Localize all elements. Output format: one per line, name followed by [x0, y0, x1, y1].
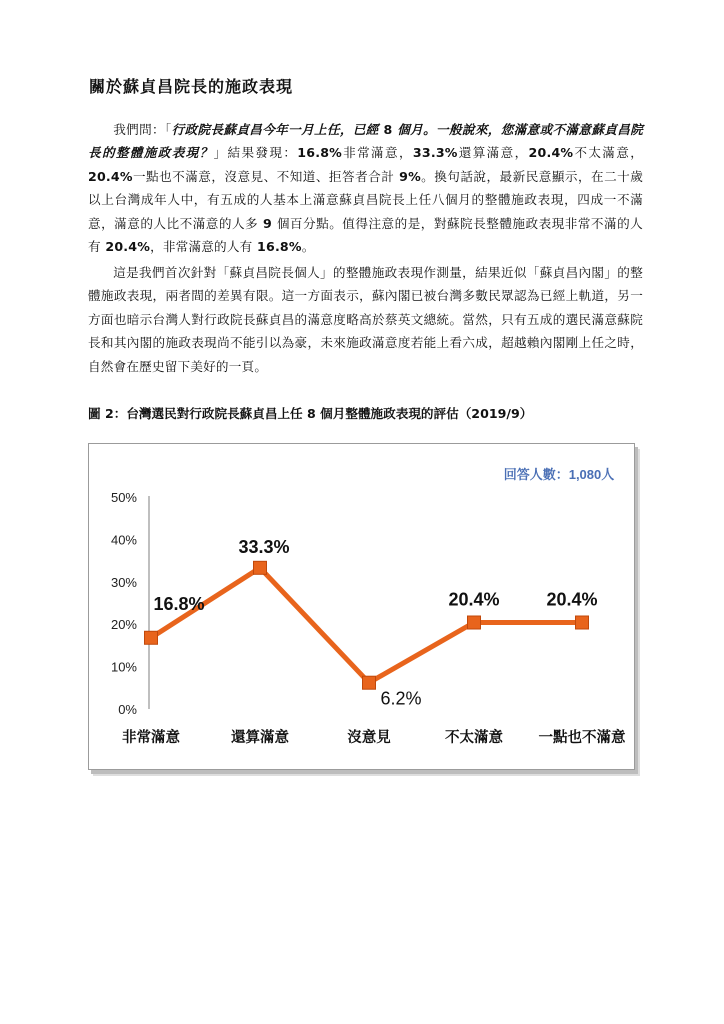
y-tick-label: 30%: [110, 574, 137, 590]
data-label: 33.3%: [238, 536, 290, 557]
para1-text: ，非常滿意的人有: [150, 239, 253, 255]
chart-frame: [88, 443, 635, 770]
y-tick-label: 20%: [110, 617, 137, 633]
data-label: 20.4%: [448, 589, 500, 610]
para1-text: 一點也不滿意，沒意見、不知道、拒答者合計: [132, 168, 395, 184]
paragraph-analysis: 這是我們首次針對「蘇貞昌院長個人」的整體施政表現作測量，結果近似「蘇貞昌內閣」的整體施政表現，兩者間的差異有限。這一方面表示，蘇內閣已被台灣多數民眾認為已經上軌道，另一方面也暗示台灣人對行政院長蘇貞昌的滿意度略高於蔡英文總統。當然，只有五成的選民滿意蘇院長和其內閣的施政表現尚不能引以為豪，未來施政滿意度若能上看六成，超越賴內閣剛上任之時，自然會在歷史留下美好的一頁。: [88, 265, 643, 374]
data-label: 16.8%: [153, 593, 205, 614]
y-tick-label: 40%: [110, 532, 137, 548]
respondent-count-annotation: 回答人數：1,080人: [503, 467, 615, 482]
para1-text: 我們問：「: [113, 122, 172, 137]
y-tick-label: 0%: [118, 702, 137, 717]
para1-text: 」結果發現：: [213, 145, 298, 161]
stat-somewhat-satisfied: 33.3%: [412, 145, 458, 161]
months-number: 8: [378, 122, 398, 137]
stat-gap-points: 9: [258, 215, 277, 231]
stat-very-satisfied-repeat: 16.8%: [252, 239, 302, 255]
stat-not-very-satisfied: 20.4%: [528, 145, 574, 161]
para1-text: 不太滿意，: [573, 145, 644, 161]
para1-text: 個百分點。值得注意的是，對蘇院長整體施政表現非常不滿的人有: [88, 215, 643, 255]
data-point: [576, 616, 589, 629]
stat-very-satisfied: 16.8%: [297, 145, 342, 161]
data-point: [254, 561, 267, 574]
question-text: 行政院長蘇貞昌今年一月上任，已經: [171, 122, 379, 137]
x-category-label: 一點也不滿意: [538, 730, 626, 746]
para1-text: 非常滿意，: [342, 145, 413, 161]
para1-text: 還算滿意，: [457, 145, 529, 161]
x-category-label: 非常滿意: [122, 730, 180, 746]
stat-not-at-all-satisfied: 20.4%: [88, 168, 133, 184]
stat-no-opinion: 9%: [394, 168, 421, 184]
line-chart: [89, 444, 634, 769]
data-point: [145, 631, 158, 644]
series-line: [151, 568, 582, 683]
x-category-label: 還算滿意: [231, 730, 289, 746]
y-tick-label: 50%: [110, 490, 137, 505]
x-category-label: 不太滿意: [445, 730, 503, 746]
stat-very-dissatisfied: 20.4%: [100, 239, 151, 255]
data-point: [363, 676, 376, 689]
para1-text: 。換句話說，最新民意顯示，在二十歲以上台灣成年人中，有五成的人基本上滿意蘇貞昌院長上任八個月的整體施政表現，四成一不滿意，滿意的人比不滿意的人多: [88, 168, 643, 231]
page-title: 關於蘇貞昌院長的施政表現: [89, 77, 294, 96]
question-text-cont: 個月。一般說來，您滿意或不滿意蘇貞昌院長的整體施政表現？: [88, 122, 643, 161]
data-label: 20.4%: [546, 589, 598, 610]
y-tick-label: 10%: [110, 659, 137, 675]
data-label: 6.2%: [380, 688, 422, 709]
x-category-label: 沒意見: [347, 730, 391, 746]
para1-text: 。: [301, 239, 315, 255]
figure-caption: 圖 2：台灣選民對行政院長蘇貞昌上任 8 個月整體施政表現的評估（2019/9）: [88, 406, 533, 421]
data-point: [468, 616, 481, 629]
paragraph-intro: [88, 118, 643, 258]
